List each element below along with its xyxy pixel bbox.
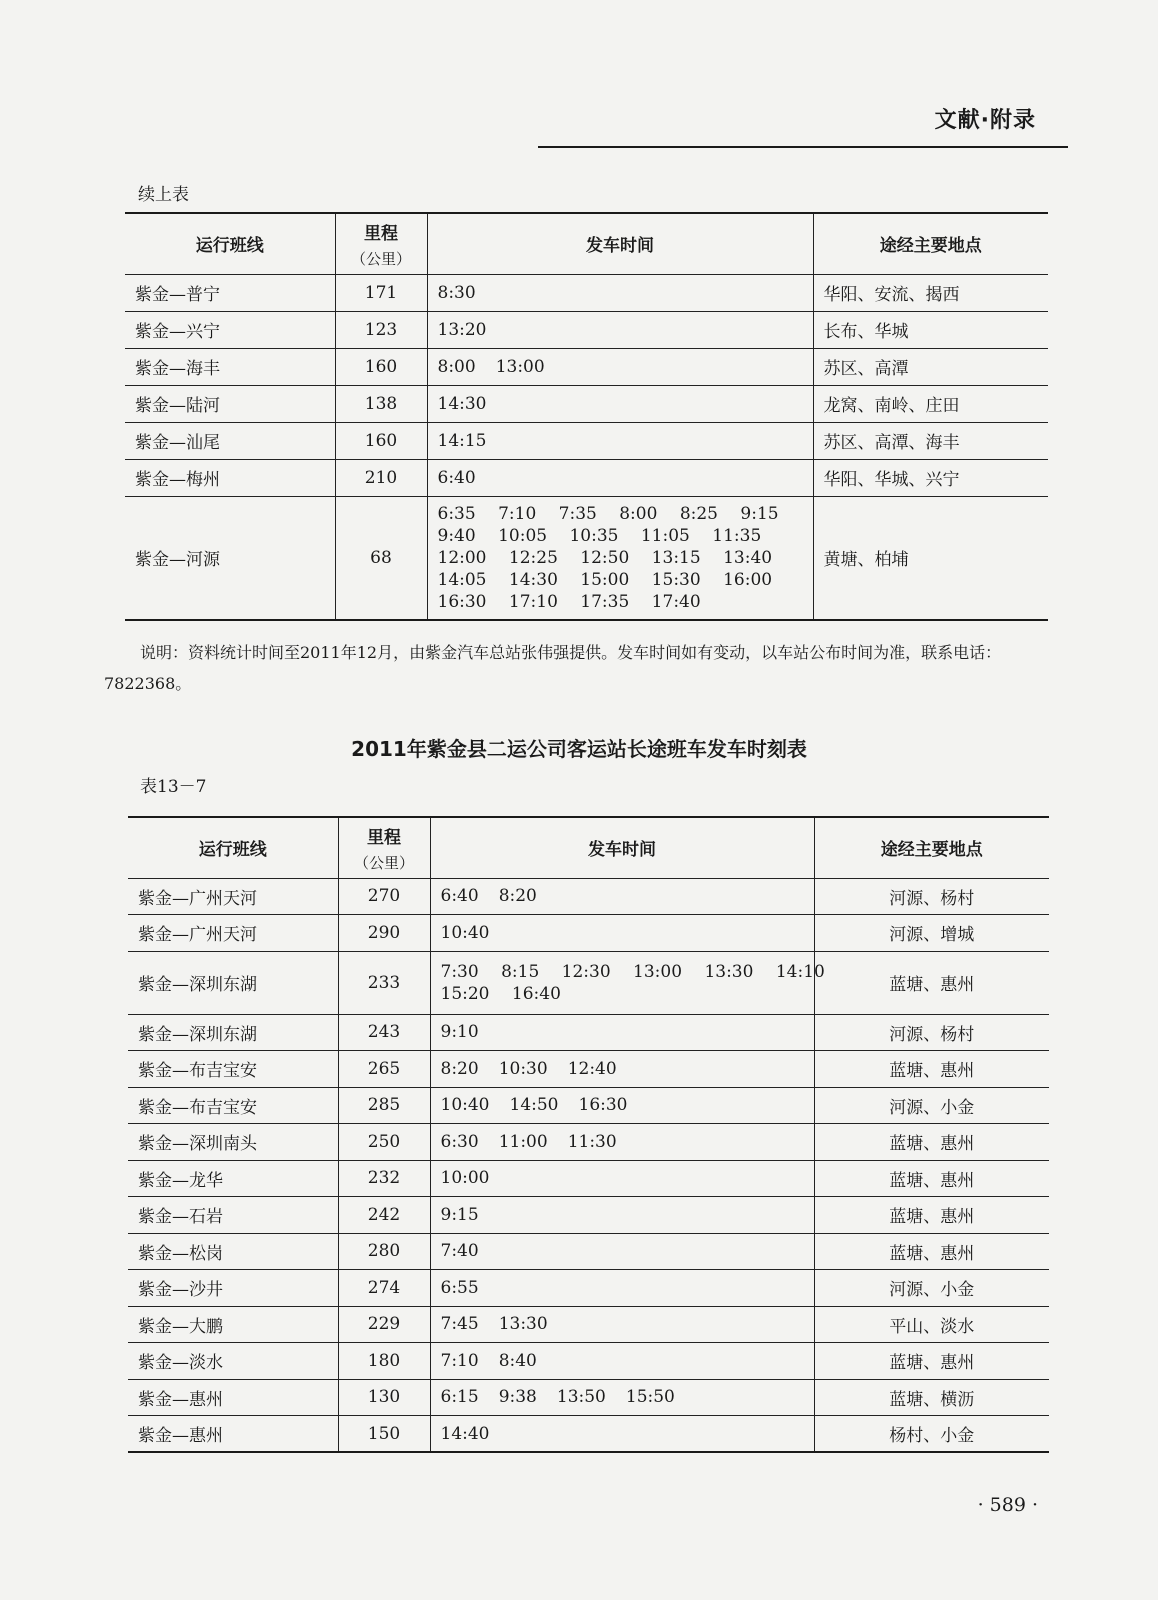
departure-time: 14:50 — [509, 1095, 559, 1116]
table-row — [125, 496, 1048, 620]
timetable-13-7 — [128, 816, 1049, 1453]
departure-time: 10:40 — [440, 1095, 490, 1116]
route-cell: 紫金—海丰 — [125, 348, 335, 385]
route-cell: 紫金—广州天河 — [128, 878, 338, 915]
departure-time: 14:40 — [440, 1423, 490, 1444]
timetable-continued — [125, 212, 1048, 621]
stops-cell: 蓝塘、惠州 — [814, 1160, 1049, 1197]
route-cell: 紫金—松岗 — [128, 1233, 338, 1270]
table1-note: 说明：资料统计时间至2011年12月，由紫金汽车总站张伟强提供。发车时间如有变动，以车站公布时间为准，联系电话：7822368。 — [104, 643, 1002, 693]
departure-time: 7:10 — [440, 1350, 479, 1371]
departure-times-cell — [430, 951, 825, 1014]
departure-time: 9:10 — [440, 1022, 479, 1043]
departure-time: 6:40 — [437, 467, 476, 488]
distance-cell: 123 — [335, 311, 427, 348]
stops-cell: 河源、小金 — [814, 1270, 1049, 1307]
table-row — [125, 274, 1048, 311]
table2-caption: 表13－7 — [140, 777, 207, 797]
departure-times-cell — [430, 915, 814, 952]
route-cell: 紫金—布吉宝安 — [128, 1087, 338, 1124]
distance-cell: 242 — [338, 1197, 430, 1234]
distance-cell: 138 — [335, 385, 427, 422]
distance-cell: 160 — [335, 422, 427, 459]
departure-times-cell — [430, 1124, 814, 1161]
stops-cell: 华阳、安流、揭西 — [813, 274, 1048, 311]
departure-time: 6:15 — [440, 1387, 479, 1408]
distance-cell: 210 — [335, 459, 427, 496]
departure-time: 8:20 — [498, 886, 537, 907]
page-number: · 589 · — [977, 1494, 1038, 1516]
distance-cell: 130 — [338, 1379, 430, 1416]
departure-times-cell — [427, 348, 813, 385]
departure-time: 11:30 — [567, 1131, 617, 1152]
table-row — [128, 1270, 1049, 1307]
departure-time: 8:20 — [440, 1058, 479, 1079]
col-distance-header — [338, 817, 430, 878]
table-header-row — [125, 213, 1048, 274]
distance-label: 里程 — [364, 223, 398, 244]
departure-times-cell — [430, 878, 814, 915]
route-cell: 紫金—大鹏 — [128, 1306, 338, 1343]
time-line: 9:40 10:05 10:35 11:05 11:35 — [437, 525, 762, 546]
distance-cell: 171 — [335, 274, 427, 311]
departure-times-cell — [427, 422, 813, 459]
distance-cell: 250 — [338, 1124, 430, 1161]
distance-cell: 280 — [338, 1233, 430, 1270]
departure-times-cell — [430, 1197, 814, 1234]
distance-cell: 243 — [338, 1014, 430, 1051]
route-cell: 紫金—河源 — [125, 496, 335, 620]
time-line: 15:20 16:40 — [440, 983, 561, 1004]
departure-time: 16:30 — [578, 1095, 628, 1116]
route-cell: 紫金—陆河 — [125, 385, 335, 422]
distance-cell: 180 — [338, 1343, 430, 1380]
route-cell: 紫金—梅州 — [125, 459, 335, 496]
route-cell: 紫金—深圳东湖 — [128, 951, 338, 1014]
departure-times-cell — [427, 459, 813, 496]
table-row — [128, 1379, 1049, 1416]
col-stops-header: 途经主要地点 — [813, 213, 1048, 274]
departure-times-cell — [430, 1343, 814, 1380]
departure-time: 11:00 — [498, 1131, 548, 1152]
distance-cell: 68 — [335, 496, 427, 620]
distance-cell: 265 — [338, 1051, 430, 1088]
departure-time: 9:15 — [440, 1204, 479, 1225]
route-cell: 紫金—汕尾 — [125, 422, 335, 459]
table-header-row — [128, 817, 1049, 878]
distance-cell: 270 — [338, 878, 430, 915]
stops-cell: 蓝塘、惠州 — [814, 951, 1049, 1014]
table-row — [128, 1160, 1049, 1197]
departure-times-cell — [430, 1233, 814, 1270]
departure-times-cell — [430, 1416, 814, 1453]
stops-cell: 蓝塘、惠州 — [814, 1343, 1049, 1380]
departure-time: 6:55 — [440, 1277, 479, 1298]
distance-cell: 229 — [338, 1306, 430, 1343]
table-row — [128, 1124, 1049, 1161]
table-row — [125, 348, 1048, 385]
table1-caption: 续上表 — [138, 185, 189, 205]
table-row — [128, 1233, 1049, 1270]
stops-cell: 杨村、小金 — [814, 1416, 1049, 1453]
distance-cell: 233 — [338, 951, 430, 1014]
route-cell: 紫金—深圳东湖 — [128, 1014, 338, 1051]
departure-time: 8:30 — [437, 282, 476, 303]
departure-time: 13:30 — [498, 1314, 548, 1335]
table-row — [125, 385, 1048, 422]
table-row — [125, 311, 1048, 348]
stops-cell: 黄塘、柏埔 — [813, 496, 1048, 620]
departure-time: 9:38 — [498, 1387, 537, 1408]
stops-cell: 苏区、高潭 — [813, 348, 1048, 385]
table-row — [125, 459, 1048, 496]
table2-title: 2011年紫金县二运公司客运站长途班车发车时刻表 — [351, 737, 807, 761]
departure-time: 13:00 — [495, 356, 545, 377]
table-row — [128, 1416, 1049, 1453]
time-line: 6:35 7:10 7:35 8:00 8:25 9:15 — [437, 503, 779, 524]
time-line: 7:30 8:15 12:30 13:00 13:30 14:10 — [440, 961, 825, 982]
departure-times-cell — [430, 1379, 814, 1416]
stops-cell: 蓝塘、横沥 — [814, 1379, 1049, 1416]
distance-cell: 274 — [338, 1270, 430, 1307]
route-cell: 紫金—广州天河 — [128, 915, 338, 952]
col-stops-header: 途经主要地点 — [814, 817, 1049, 878]
distance-unit: （公里） — [353, 853, 414, 872]
distance-unit: （公里） — [350, 249, 411, 268]
departure-time: 13:20 — [437, 319, 487, 340]
route-cell: 紫金—深圳南头 — [128, 1124, 338, 1161]
route-cell: 紫金—普宁 — [125, 274, 335, 311]
col-distance-header — [335, 213, 427, 274]
time-line: 12:00 12:25 12:50 13:15 13:40 — [437, 547, 773, 568]
departure-time: 14:30 — [437, 393, 487, 414]
stops-cell: 蓝塘、惠州 — [814, 1051, 1049, 1088]
time-line: 14:05 14:30 15:00 15:30 16:00 — [437, 569, 773, 590]
departure-time: 7:40 — [440, 1241, 479, 1262]
route-cell: 紫金—石岩 — [128, 1197, 338, 1234]
distance-cell: 150 — [338, 1416, 430, 1453]
table-row — [128, 1306, 1049, 1343]
departure-time: 8:00 — [437, 356, 476, 377]
route-cell: 紫金—惠州 — [128, 1379, 338, 1416]
table-row — [128, 915, 1049, 952]
table-row — [128, 1014, 1049, 1051]
departure-time: 10:00 — [440, 1168, 490, 1189]
distance-cell: 285 — [338, 1087, 430, 1124]
header-rule — [538, 146, 1068, 148]
stops-cell: 苏区、高潭、海丰 — [813, 422, 1048, 459]
departure-times-cell — [430, 1051, 814, 1088]
table-row — [128, 1197, 1049, 1234]
table-row — [128, 878, 1049, 915]
departure-time: 10:40 — [440, 922, 490, 943]
distance-cell: 290 — [338, 915, 430, 952]
route-cell: 紫金—淡水 — [128, 1343, 338, 1380]
departure-time: 6:30 — [440, 1131, 479, 1152]
route-cell: 紫金—布吉宝安 — [128, 1051, 338, 1088]
table-row — [128, 1051, 1049, 1088]
stops-cell: 河源、杨村 — [814, 878, 1049, 915]
departure-time: 14:15 — [437, 430, 487, 451]
route-cell: 紫金—龙华 — [128, 1160, 338, 1197]
departure-times-cell — [430, 1306, 814, 1343]
col-times-header: 发车时间 — [430, 817, 814, 878]
departure-time: 13:50 — [556, 1387, 606, 1408]
stops-cell: 蓝塘、惠州 — [814, 1124, 1049, 1161]
distance-label: 里程 — [367, 827, 401, 848]
route-cell: 紫金—沙井 — [128, 1270, 338, 1307]
table-row — [128, 1343, 1049, 1380]
stops-cell: 蓝塘、惠州 — [814, 1197, 1049, 1234]
distance-cell: 160 — [335, 348, 427, 385]
departure-times-cell — [427, 496, 813, 620]
running-header: 文献·附录 — [934, 108, 1036, 133]
col-route-header: 运行班线 — [128, 817, 338, 878]
stops-cell: 河源、小金 — [814, 1087, 1049, 1124]
departure-times-cell — [427, 385, 813, 422]
departure-time: 10:30 — [498, 1058, 548, 1079]
stops-cell: 华阳、华城、兴宁 — [813, 459, 1048, 496]
route-cell: 紫金—惠州 — [128, 1416, 338, 1453]
table-row — [125, 422, 1048, 459]
stops-cell: 龙窝、南岭、庄田 — [813, 385, 1048, 422]
stops-cell: 蓝塘、惠州 — [814, 1233, 1049, 1270]
stops-cell: 河源、增城 — [814, 915, 1049, 952]
departure-times-cell — [430, 1087, 814, 1124]
time-line: 16:30 17:10 17:35 17:40 — [437, 591, 701, 612]
col-route-header: 运行班线 — [125, 213, 335, 274]
table-row — [128, 951, 1049, 1014]
departure-time: 15:50 — [625, 1387, 675, 1408]
stops-cell: 河源、杨村 — [814, 1014, 1049, 1051]
departure-times-cell — [430, 1014, 814, 1051]
departure-time: 7:45 — [440, 1314, 479, 1335]
distance-cell: 232 — [338, 1160, 430, 1197]
departure-times-cell — [430, 1270, 814, 1307]
departure-times-cell — [430, 1160, 814, 1197]
stops-cell: 长布、华城 — [813, 311, 1048, 348]
departure-time: 8:40 — [498, 1350, 537, 1371]
route-cell: 紫金—兴宁 — [125, 311, 335, 348]
departure-time: 6:40 — [440, 886, 479, 907]
departure-time: 12:40 — [567, 1058, 617, 1079]
table-row — [128, 1087, 1049, 1124]
departure-times-cell — [427, 274, 813, 311]
stops-cell: 平山、淡水 — [814, 1306, 1049, 1343]
departure-times-cell — [427, 311, 813, 348]
col-times-header: 发车时间 — [427, 213, 813, 274]
